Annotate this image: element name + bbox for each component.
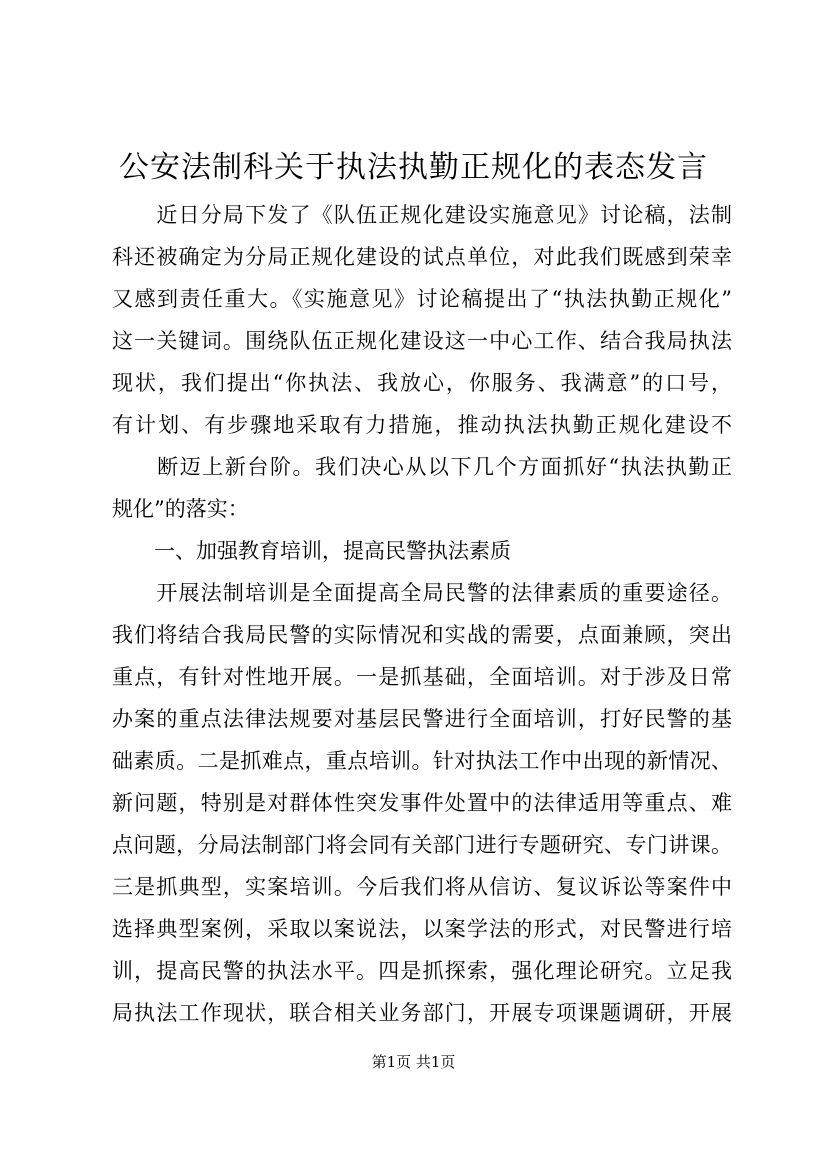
paragraph-line: 现状，我们提出“你执法、我放心，你服务、我满意”的口号， (112, 371, 732, 395)
paragraph-line: 训，提高民警的执法水平。四是抓探索，强化理论研究。立足我 (112, 959, 732, 983)
paragraph-line: 断迈上新台阶。我们决心从以下几个方面抓好“执法执勤正 (112, 455, 732, 479)
paragraph-line: 办案的重点法律法规要对基层民警进行全面培训，打好民警的基 (112, 707, 732, 731)
paragraph-line: 有计划、有步骤地采取有力措施，推动执法执勤正规化建设不 (112, 413, 732, 437)
paragraph-line: 又感到责任重大。《实施意见》讨论稿提出了“执法执勤正规化” (112, 287, 732, 311)
page-footer: 第1页 共1页 (371, 1053, 456, 1071)
paragraph-line: 开展法制培训是全面提高全局民警的法律素质的重要途径。 (112, 581, 732, 605)
paragraph-line: 点问题，分局法制部门将会同有关部门进行专题研究、专门讲课。 (112, 833, 732, 857)
paragraph-line: 这一关键词。围绕队伍正规化建设这一中心工作、结合我局执法 (112, 329, 732, 353)
document-title: 公安法制科关于执法执勤正规化的表态发言 (119, 150, 708, 185)
document-body (112, 194, 732, 1034)
paragraph-line: 科还被确定为分局正规化建设的试点单位，对此我们既感到荣幸 (112, 245, 732, 269)
paragraph-line: 局执法工作现状，联合相关业务部门，开展专项课题调研，开展 (112, 1001, 732, 1025)
paragraph-line: 规化”的落实： (112, 497, 249, 521)
paragraph-line: 重点，有针对性地开展。一是抓基础，全面培训。对于涉及日常 (112, 665, 732, 689)
section-heading: 一、加强教育培训，提高民警执法素质 (112, 539, 511, 563)
paragraph-line: 三是抓典型，实案培训。今后我们将从信访、复议诉讼等案件中 (112, 875, 732, 899)
paragraph-line: 近日分局下发了《队伍正规化建设实施意见》讨论稿，法制 (112, 203, 732, 227)
paragraph-line: 我们将结合我局民警的实际情况和实战的需要，点面兼顾，突出 (112, 623, 732, 647)
paragraph-line: 础素质。二是抓难点，重点培训。针对执法工作中出现的新情况、 (112, 749, 732, 773)
paragraph-line: 新问题，特别是对群体性突发事件处置中的法律适用等重点、难 (112, 791, 732, 815)
paragraph-line: 选择典型案例，采取以案说法，以案学法的形式，对民警进行培 (112, 917, 732, 941)
